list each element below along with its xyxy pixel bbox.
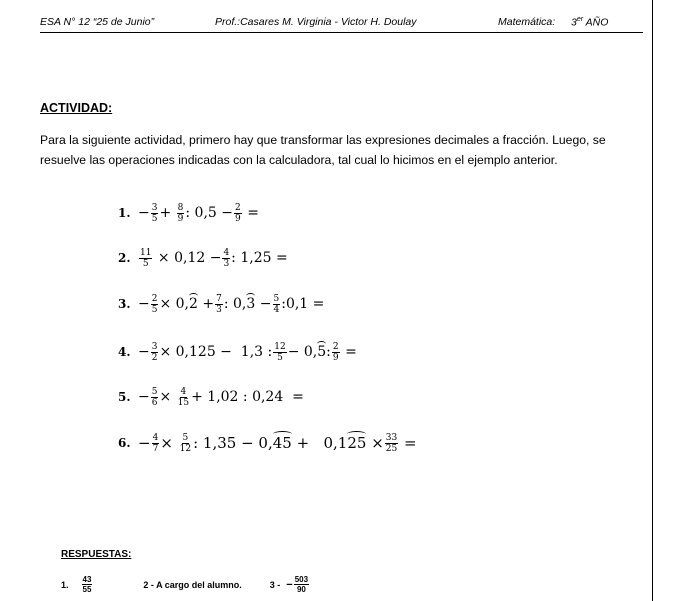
numerator: 3 (151, 341, 158, 352)
numerator: 4 (223, 247, 230, 258)
denominator: 9 (332, 352, 339, 363)
numerator: 12 (274, 341, 286, 352)
repeating-digits: 5 (317, 344, 327, 360)
expression-text: × (159, 389, 176, 405)
page-header (40, 14, 643, 33)
denominator: 9 (235, 213, 241, 224)
answer-2: 2 - A cargo del alumno. (143, 579, 242, 590)
answer-1-denominator: 55 (82, 585, 92, 594)
year-number: 3 (571, 16, 577, 29)
repeating-digits: 3 (246, 296, 256, 312)
denominator: 5 (151, 213, 158, 224)
numerator: 33 (385, 432, 398, 443)
expression-text: + (159, 205, 176, 221)
answer-3-sign: − (286, 578, 293, 591)
exercise-number: 5. (118, 390, 131, 404)
numerator: 5 (273, 293, 280, 304)
expression-text: × 0,125 − 1,3 : (159, 344, 273, 360)
denominator: 9 (177, 213, 184, 224)
numerator: 4 (180, 386, 187, 397)
numerator: 2 (332, 341, 339, 352)
year-superscript: er (576, 16, 584, 23)
denominator: 3 (223, 258, 230, 269)
numerator: 5 (182, 432, 189, 443)
exercise-number: 2. (118, 251, 131, 265)
exercise-4 (118, 336, 357, 368)
expression-text: = (399, 434, 417, 452)
header-year (571, 16, 608, 29)
denominator: 25 (385, 443, 398, 454)
answers-row (61, 575, 310, 594)
expression-text: : 0,5 − (185, 205, 234, 221)
answer-3-fraction (294, 575, 309, 594)
fraction (151, 387, 159, 408)
fraction (234, 203, 242, 224)
expression-text: × 0, (159, 296, 190, 312)
denominator: 5 (277, 352, 283, 363)
expression-text: − (255, 296, 272, 312)
answer-1-number: 1. (61, 579, 69, 590)
fraction (385, 433, 398, 454)
numerator: 8 (177, 202, 184, 213)
numerator: 11 (140, 247, 152, 258)
repeating-digits: 2 (189, 296, 198, 312)
expression-text: − (138, 296, 150, 312)
denominator: 5 (151, 304, 158, 315)
answers-title: RESPUESTAS: (61, 549, 132, 560)
denominator: 6 (151, 397, 158, 408)
expression-text: × (160, 434, 178, 452)
expression-text: : (326, 344, 331, 360)
exercise-5 (118, 381, 304, 413)
expression-text: × 0,12 − (153, 250, 222, 266)
fraction (177, 203, 185, 224)
exercise-number: 3. (118, 297, 131, 311)
expression-text: − (138, 344, 150, 360)
denominator: 3 (216, 304, 222, 315)
exercise-number: 6. (118, 436, 131, 450)
exercise-6 (118, 427, 417, 459)
expression-text: :0,1 = (281, 296, 325, 312)
answer-1-fraction (82, 575, 93, 594)
exercise-1 (118, 197, 259, 229)
fraction (151, 294, 159, 315)
fraction (139, 248, 152, 269)
numerator: 7 (216, 293, 222, 304)
fraction (222, 248, 230, 269)
fraction (332, 342, 340, 363)
expression-text: + 0,1 (291, 434, 348, 452)
fraction (177, 387, 190, 408)
expression-text: − (138, 434, 151, 452)
numerator: 3 (151, 202, 158, 213)
denominator: 4 (273, 304, 280, 315)
denominator: 12 (179, 443, 192, 454)
expression-text: × (366, 434, 384, 452)
expression-text: = (340, 344, 357, 360)
denominator: 7 (152, 443, 159, 454)
denominator: 2 (151, 352, 158, 363)
fraction (152, 433, 160, 454)
activity-title: ACTIVIDAD: (40, 101, 113, 115)
numerator: 4 (152, 432, 159, 443)
expression-text: : 1,25 = (231, 250, 288, 266)
denominator: 5 (142, 258, 149, 269)
header-school: ESA N° 12 “25 de Junio” (40, 16, 155, 28)
numerator: 2 (235, 202, 241, 213)
header-subject: Matemática: (498, 16, 556, 28)
expression-text: − 0, (287, 344, 318, 360)
expression-text: : 0, (223, 296, 247, 312)
repeating-digits: 45 (272, 434, 292, 452)
expression-text: − (138, 205, 150, 221)
numerator: 2 (151, 293, 158, 304)
exercise-3 (118, 288, 324, 320)
denominator: 15 (177, 397, 190, 408)
fraction (273, 342, 286, 363)
numerator: 5 (151, 386, 158, 397)
expression-text: = (242, 205, 259, 221)
answer-3-denominator: 90 (296, 585, 306, 594)
answer-1-numerator: 43 (82, 575, 92, 584)
repeating-digits: 25 (347, 434, 367, 452)
expression-text: : 1,35 − 0, (193, 434, 273, 452)
answer-3-number: 3 - (269, 579, 281, 590)
activity-instructions: Para la siguiente actividad, primero hay que transformar las expresiones decimales a fracción. Luego, se resuelve las operaciones indicadas con la calculadora, tal cual lo hicimos en el ejemplo anterior. (40, 133, 606, 167)
year-word: AÑO (583, 16, 609, 29)
expression-text: + (197, 296, 215, 312)
fraction (151, 342, 159, 363)
fraction (273, 294, 281, 315)
answer-3-numerator: 503 (294, 575, 309, 584)
header-teachers: Prof.:Casares M. Virginia - Victor H. Doulay (215, 16, 417, 28)
fraction (151, 203, 159, 224)
exercise-number: 4. (118, 345, 131, 359)
fraction (179, 433, 192, 454)
expression-text: − (138, 389, 150, 405)
fraction (215, 294, 223, 315)
exercise-number: 1. (118, 206, 131, 220)
expression-text: + 1,02 : 0,24 = (191, 389, 304, 405)
exercise-2 (118, 242, 288, 274)
